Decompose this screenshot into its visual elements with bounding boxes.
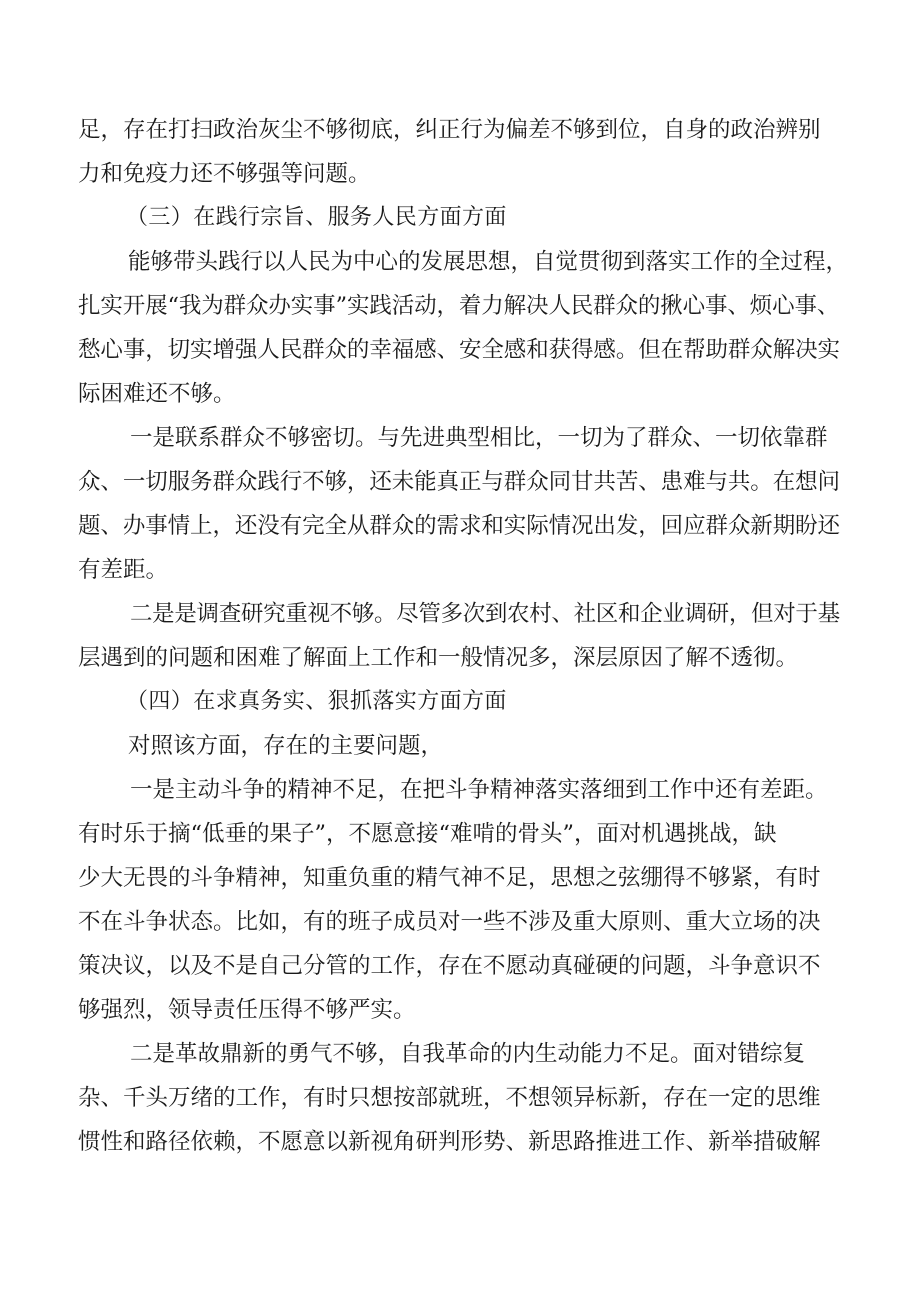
section-heading-text: （四）在求真务实、狠抓落实方面方面 <box>126 689 507 714</box>
paragraph-text: 力和免疫力还不够强等问题。 <box>78 161 371 187</box>
text-line <box>0 242 920 282</box>
paragraph-text: 少大无畏的斗争精神，知重负重的精气神不足，思想之弦绷得不够紧，有时 <box>78 865 821 891</box>
paragraph-text: 杂、千头万绪的工作，有时只想按部就班，不想领异标新，存在一定的思维 <box>78 1085 821 1111</box>
paragraph-text: 一是主动斗争的精神不足，在把斗争精神落实落细到工作中还有差距。 <box>130 777 828 803</box>
paragraph-text: 二是是调查研究重视不够。尽管多次到农村、社区和企业调研，但对于基 <box>130 601 840 627</box>
paragraph-text: 能够带头践行以人民为中心的发展思想，自觉贯彻到落实工作的全过程， <box>128 249 849 275</box>
text-line <box>0 1034 920 1074</box>
text-line <box>0 286 920 326</box>
paragraph-text: 惯性和路径依赖，不愿意以新视角研判形势、新思路推进工作、新举措破解 <box>78 1129 821 1155</box>
paragraph-text: 众、一切服务群众践行不够，还未能真正与群众同甘共苦、患难与共。在想问 <box>78 469 840 495</box>
text-line <box>0 550 920 590</box>
paragraph-text: 题、办事情上，还没有完全从群众的需求和实际情况出发，回应群众新期盼还 <box>78 513 840 539</box>
text-line <box>0 726 920 766</box>
text-line <box>0 506 920 546</box>
text-line <box>0 110 920 150</box>
text-line <box>0 770 920 810</box>
paragraph-text: 层遇到的问题和困难了解面上工作和一般情况多，深层原因了解不透彻。 <box>78 645 799 671</box>
section-heading <box>0 198 920 238</box>
paragraph-text: 际困难还不够。 <box>78 381 236 407</box>
paragraph-text: 有差距。 <box>78 557 169 583</box>
paragraph-text: 不在斗争状态。比如，有的班子成员对一些不涉及重大原则、重大立场的决 <box>78 909 821 935</box>
text-line <box>0 814 920 854</box>
paragraph-text: 对照该方面，存在的主要问题， <box>128 733 444 759</box>
text-line <box>0 858 920 898</box>
section-heading <box>0 682 920 722</box>
text-line <box>0 1122 920 1162</box>
text-line <box>0 946 920 986</box>
paragraph-text: 二是革故鼎新的勇气不够，自我革命的内生动能力不足。面对错综复 <box>130 1041 806 1067</box>
paragraph-text: 扎实开展“我为群众办实事”实践活动，着力解决人民群众的揪心事、烦心事、 <box>78 293 840 319</box>
text-line <box>0 418 920 458</box>
paragraph-text: 足，存在打扫政治灰尘不够彻底，纠正行为偏差不够到位，自身的政治辨别 <box>78 117 821 143</box>
paragraph-text: 有时乐于摘“低垂的果子”，不愿意接“难啃的骨头”，面对机遇挑战，缺 <box>78 821 777 847</box>
text-line <box>0 902 920 942</box>
paragraph-text: 够强烈，领导责任压得不够严实。 <box>78 997 416 1023</box>
text-line <box>0 594 920 634</box>
section-heading-text: （三）在践行宗旨、服务人民方面方面 <box>126 205 507 230</box>
text-line <box>0 638 920 678</box>
text-line <box>0 154 920 194</box>
text-line <box>0 374 920 414</box>
text-line <box>0 990 920 1030</box>
paragraph-text: 一是联系群众不够密切。与先进典型相比，一切为了群众、一切依靠群 <box>130 425 828 451</box>
paragraph-text: 愁心事，切实增强人民群众的幸福感、安全感和获得感。但在帮助群众解决实 <box>78 337 840 363</box>
text-line <box>0 1078 920 1118</box>
paragraph-text: 策决议，以及不是自己分管的工作，存在不愿动真碰硬的问题，斗争意识不 <box>78 953 821 979</box>
text-line <box>0 462 920 502</box>
text-line <box>0 330 920 370</box>
